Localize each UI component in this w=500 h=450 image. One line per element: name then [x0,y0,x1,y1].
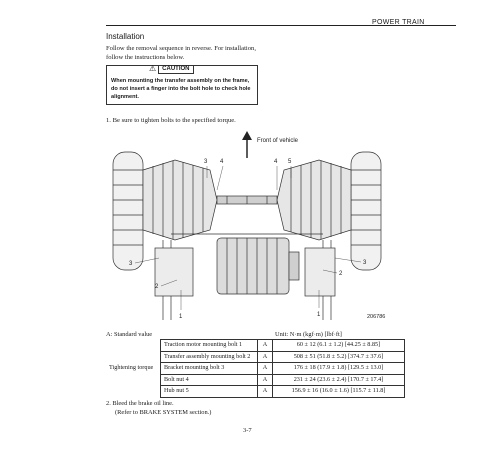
caution-box [106,65,258,105]
callout-4-left: 4 [220,159,224,165]
callout-1-right: 1 [317,312,321,318]
step-2-line-1: 2. Bleed the brake oil line. [106,400,174,407]
callout-4-right: 4 [274,159,278,165]
table-item: Transfer assembly mounting bolt 2 [161,351,258,363]
caution-label: CAUTION [158,65,193,74]
torque-table [106,339,405,398]
page-number: 3-7 [243,427,252,434]
front-arrow-head [242,131,252,140]
front-of-vehicle-label: Front of vehicle [257,138,299,144]
section-title: Installation [106,32,145,41]
intro-line-1: Follow the removal sequence in reverse. For installation, [106,45,256,52]
callout-3-lower-left: 3 [129,261,133,267]
caution-line-2: do not insert a finger into the bolt hole to check hole [111,86,251,92]
traction-motor [217,238,289,294]
table-value: 60 ± 12 (6.1 ± 1.2) [44.25 ± 8.85] [273,340,405,352]
table-item: Bolt nut 4 [161,374,258,386]
caution-line-3: alignment. [111,94,139,100]
table-value: 156.9 ± 16 (16.0 ± 1.6) [115.7 ± 11.8] [273,386,405,398]
table-row [106,351,405,363]
step-2 [106,400,211,417]
header-title: POWER TRAIN [372,19,425,26]
callout-3-lower-right: 3 [363,260,367,266]
callout-3-left: 3 [204,159,208,165]
table-item: Traction motor mounting bolt 1 [161,340,258,352]
standard-value-legend: A: Standard value [106,331,153,338]
step-2-line-2: (Refer to BRAKE SYSTEM section.) [115,408,212,416]
table-category-spacer [106,386,161,398]
table-value: 508 ± 51 (51.8 ± 5.2) [374.7 ± 37.6] [273,351,405,363]
callout-2-right: 2 [339,271,343,277]
table-value: 231 ± 24 (23.6 ± 2.4) [170.7 ± 17.4] [273,374,405,386]
caution-badge [149,65,194,73]
motor-end-cap [289,252,299,280]
table-category: Tightening torque [106,363,161,375]
table-item: Hub nut 5 [161,386,258,398]
figure-id: 206786 [367,314,386,320]
callout-1-left: 1 [179,314,183,320]
table-mark: A [258,363,273,375]
table-row [106,386,405,398]
table-item: Bracket mounting bolt 3 [161,363,258,375]
table-mark: A [258,340,273,352]
table-mark: A [258,386,273,398]
left-lower-bracket [155,248,193,296]
warning-triangle-icon: ⚠ [149,64,157,73]
table-row [106,374,405,386]
intro-line-2: follow the instructions below. [106,54,185,61]
table-row [106,340,405,352]
right-lower-bracket [305,248,335,296]
table-category-spacer [106,374,161,386]
table-mark: A [258,351,273,363]
table-row [106,363,405,375]
table-mark: A [258,374,273,386]
table-category-spacer [106,340,161,352]
left-transfer-housing [143,160,217,240]
caution-text [111,77,255,101]
table-category-spacer [106,351,161,363]
caution-line-1: When mounting the transfer assembly on the frame, [111,78,250,84]
right-transfer-housing [277,160,351,240]
unit-label: Unit: N·m (kgf·m) [lbf·ft] [275,331,342,338]
callout-5-top: 5 [288,159,292,165]
callout-2-left: 2 [155,284,159,290]
table-value: 176 ± 18 (17.9 ± 1.8) [129.5 ± 13.0] [273,363,405,375]
power-train-diagram [105,130,390,325]
step-1: 1. Be sure to tighten bolts to the specified torque. [106,117,236,124]
